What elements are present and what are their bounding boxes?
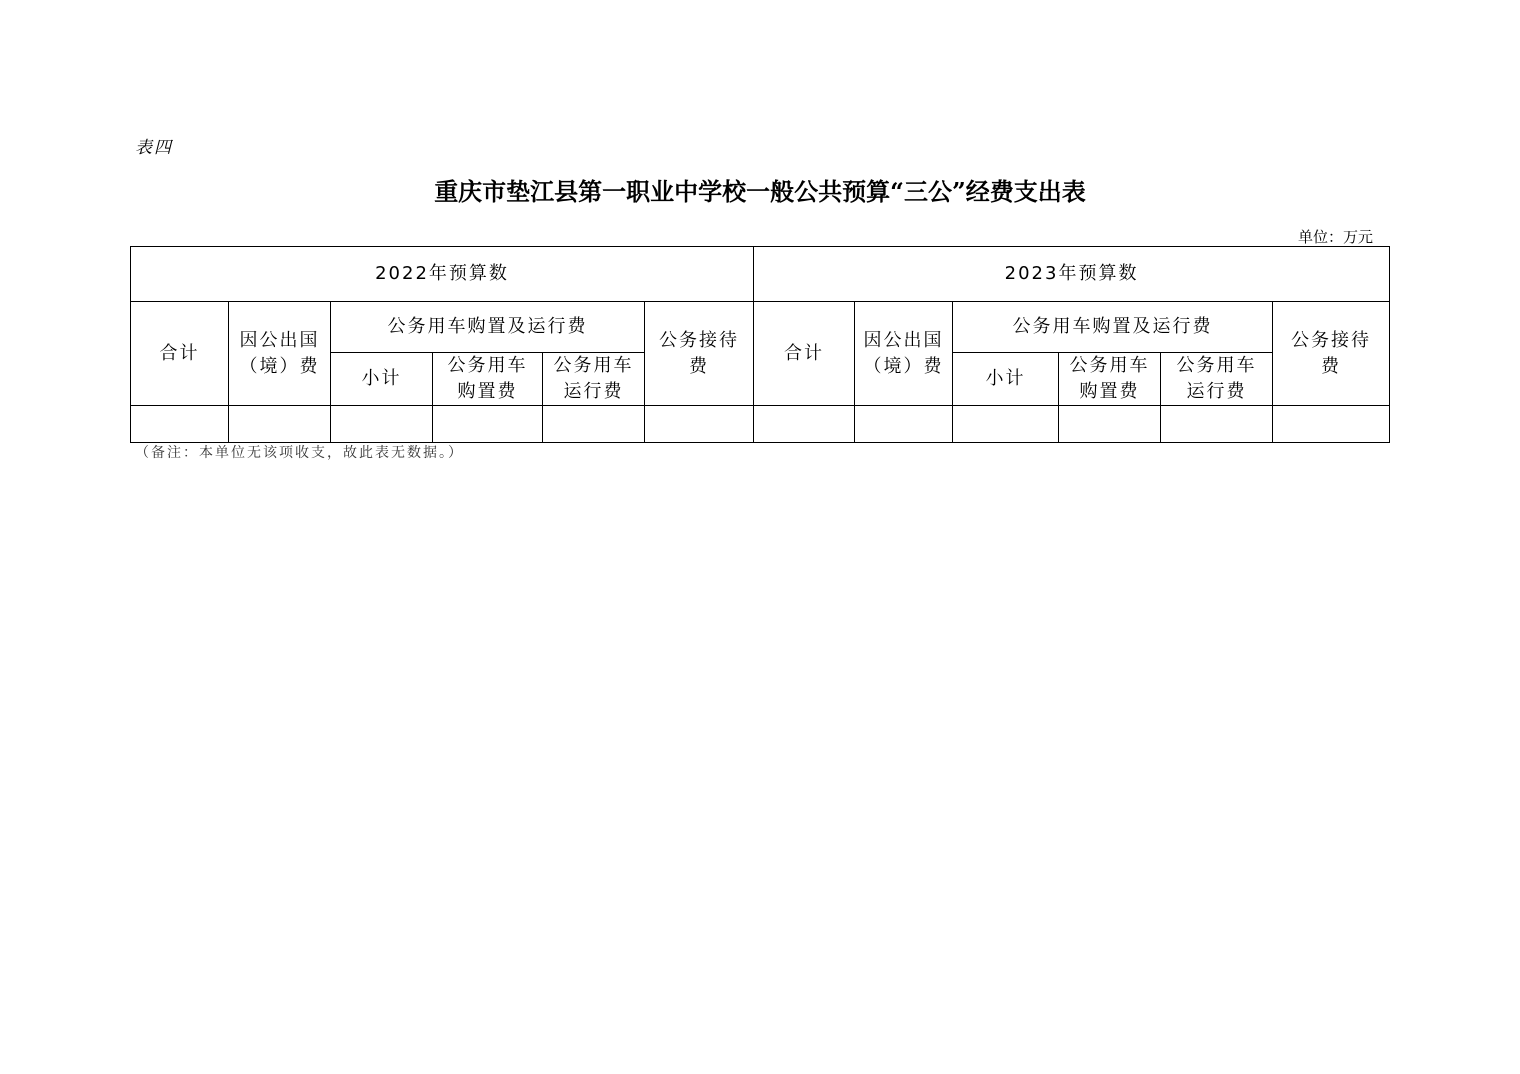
subtotal-header-2022: 小计	[331, 353, 433, 406]
table-label: 表四	[135, 138, 173, 158]
data-cell	[1273, 406, 1390, 443]
operation-header-2022: 公务用车 运行费	[543, 353, 645, 406]
data-cell	[433, 406, 543, 443]
total-header-2023: 合计	[754, 302, 855, 406]
purchase-header-2022: 公务用车 购置费	[433, 353, 543, 406]
year-header-row	[131, 247, 1390, 302]
budget-table	[130, 246, 1390, 443]
data-cell	[645, 406, 754, 443]
vehicle-group-header-2023: 公务用车购置及运行费	[953, 302, 1273, 353]
unit-label: 单位：万元	[1297, 228, 1373, 246]
document-title: 重庆市垫江县第一职业中学校一般公共预算“三公”经费支出表	[434, 177, 1086, 206]
data-cell	[953, 406, 1059, 443]
year-2023-header: 2023年预算数	[754, 247, 1390, 302]
data-cell	[855, 406, 953, 443]
footnote: （备注：本单位无该项收支，故此表无数据。）	[135, 445, 464, 461]
total-header-2022: 合计	[131, 302, 229, 406]
data-cell	[131, 406, 229, 443]
table-row	[131, 406, 1390, 443]
reception-header-2022: 公务接待 费	[645, 302, 754, 406]
abroad-header-2023: 因公出国 （境）费	[855, 302, 953, 406]
reception-header-2023: 公务接待 费	[1273, 302, 1390, 406]
year-2022-header: 2022年预算数	[131, 247, 754, 302]
subtotal-header-2023: 小计	[953, 353, 1059, 406]
data-cell	[754, 406, 855, 443]
data-cell	[229, 406, 331, 443]
column-header-row	[131, 302, 1390, 353]
data-cell	[1161, 406, 1273, 443]
data-cell	[543, 406, 645, 443]
data-cell	[331, 406, 433, 443]
purchase-header-2023: 公务用车 购置费	[1059, 353, 1161, 406]
abroad-header-2022: 因公出国 （境）费	[229, 302, 331, 406]
operation-header-2023: 公务用车 运行费	[1161, 353, 1273, 406]
vehicle-group-header-2022: 公务用车购置及运行费	[331, 302, 645, 353]
data-cell	[1059, 406, 1161, 443]
